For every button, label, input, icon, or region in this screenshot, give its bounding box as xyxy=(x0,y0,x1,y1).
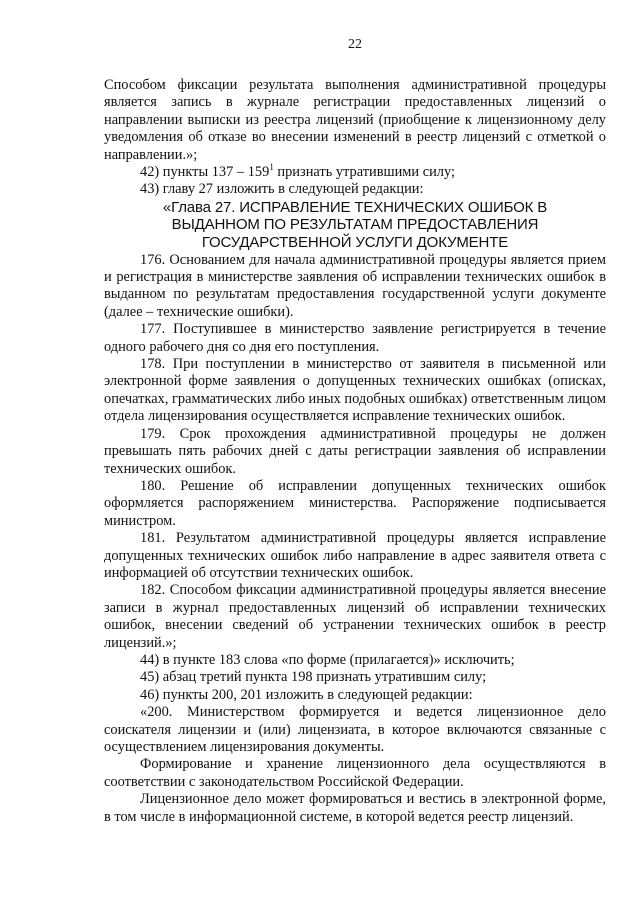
paragraph-item-43: 43) главу 27 изложить в следующей редакции: xyxy=(140,181,424,198)
heading-line-2: ВЫДАННОМ ПО РЕЗУЛЬТАТАМ ПРЕДОСТАВЛЕНИЯ xyxy=(171,216,539,234)
chapter-27-heading xyxy=(104,199,606,252)
paragraph-item-46: 46) пункты 200, 201 изложить в следующей редакции: xyxy=(140,686,473,703)
document-body xyxy=(104,77,606,826)
heading-line-1: «Глава 27. ИСПРАВЛЕНИЕ ТЕХНИЧЕСКИХ ОШИБОК В xyxy=(162,198,548,216)
paragraph-177: 177. Поступившее в министерство заявление регистрируется в течение одного рабочего дня со дня его поступления. xyxy=(104,321,606,355)
item-42-superscript: 1 xyxy=(269,162,274,173)
item-42-text-end: признать утратившими силу; xyxy=(273,164,455,181)
paragraph-formation: Формирование и хранение лицензионного дела осуществляются в соответствии с законодательством Российской Федерации. xyxy=(104,756,606,790)
paragraph-200: «200. Министерством формируется и ведется лицензионное дело соискателя лицензии и (или) лицензиата, в которое включаются связанные с осуществлением лицензирования документы. xyxy=(104,704,606,755)
paragraph-item-44: 44) в пункте 183 слова «по форме (прилагается)» исключить; xyxy=(140,651,515,668)
paragraph-182: 182. Способом фиксации административной процедуры является внесение записи в журнал предоставленных лицензий об исправлении технических ошибок, внесении сведений об устранении технических ошибок в реестр лицензий.»; xyxy=(104,582,606,651)
paragraph-180: 180. Решение об исправлении допущенных технических ошибок оформляется распоряжением министерства. Распоряжение подписывается министром. xyxy=(104,477,606,529)
paragraph-178: 178. При поступлении в министерство от заявителя в письменной или электронной форме заявления о допущенных технических ошибках (описках, опечатках, грамматических либо иных подобных ошибках) ответственным лицом отдела лицензирования осуществляется исправление технических ошибок. xyxy=(104,356,606,425)
paragraph-181: 181. Результатом административной процедуры является исправление допущенных технических ошибок либо направление в адрес заявителя ответа с информацией об отсутствии технических ошибок. xyxy=(104,530,606,581)
page-number: 22 xyxy=(348,37,362,52)
paragraph-electronic: Лицензионное дело может формироваться и вестись в электронной форме, в том числе в информационной системе, в которой ведется реестр лицензий. xyxy=(104,791,606,825)
paragraph-176: 176. Основанием для начала административной процедуры является прием и регистрация в министерстве заявления об исправлении технических ошибок в выданном по результатам предоставления государственной услуги документе (далее – технические ошибки). xyxy=(104,251,606,320)
heading-line-3: ГОСУДАРСТВЕННОЙ УСЛУГИ ДОКУМЕНТЕ xyxy=(201,234,509,252)
item-42-text: 42) пункты 137 – 159 xyxy=(140,164,270,181)
paragraph-fixation-result: Способом фиксации результата выполнения административной процедуры является запись в журнале регистрации предоставленных лицензий о направлении выписки из реестра лицензий (приобщение к лицензионному делу уведомления об отказе во внесении изменений в реестр лицензий с отметкой о направлении.»; xyxy=(104,77,606,163)
paragraph-item-42 xyxy=(104,164,606,181)
paragraph-179: 179. Срок прохождения административной процедуры не должен превышать пять рабочих дней с даты регистрации заявления об исправлении технических ошибок. xyxy=(104,425,606,477)
paragraph-item-45: 45) абзац третий пункта 198 признать утратившим силу; xyxy=(140,669,487,686)
